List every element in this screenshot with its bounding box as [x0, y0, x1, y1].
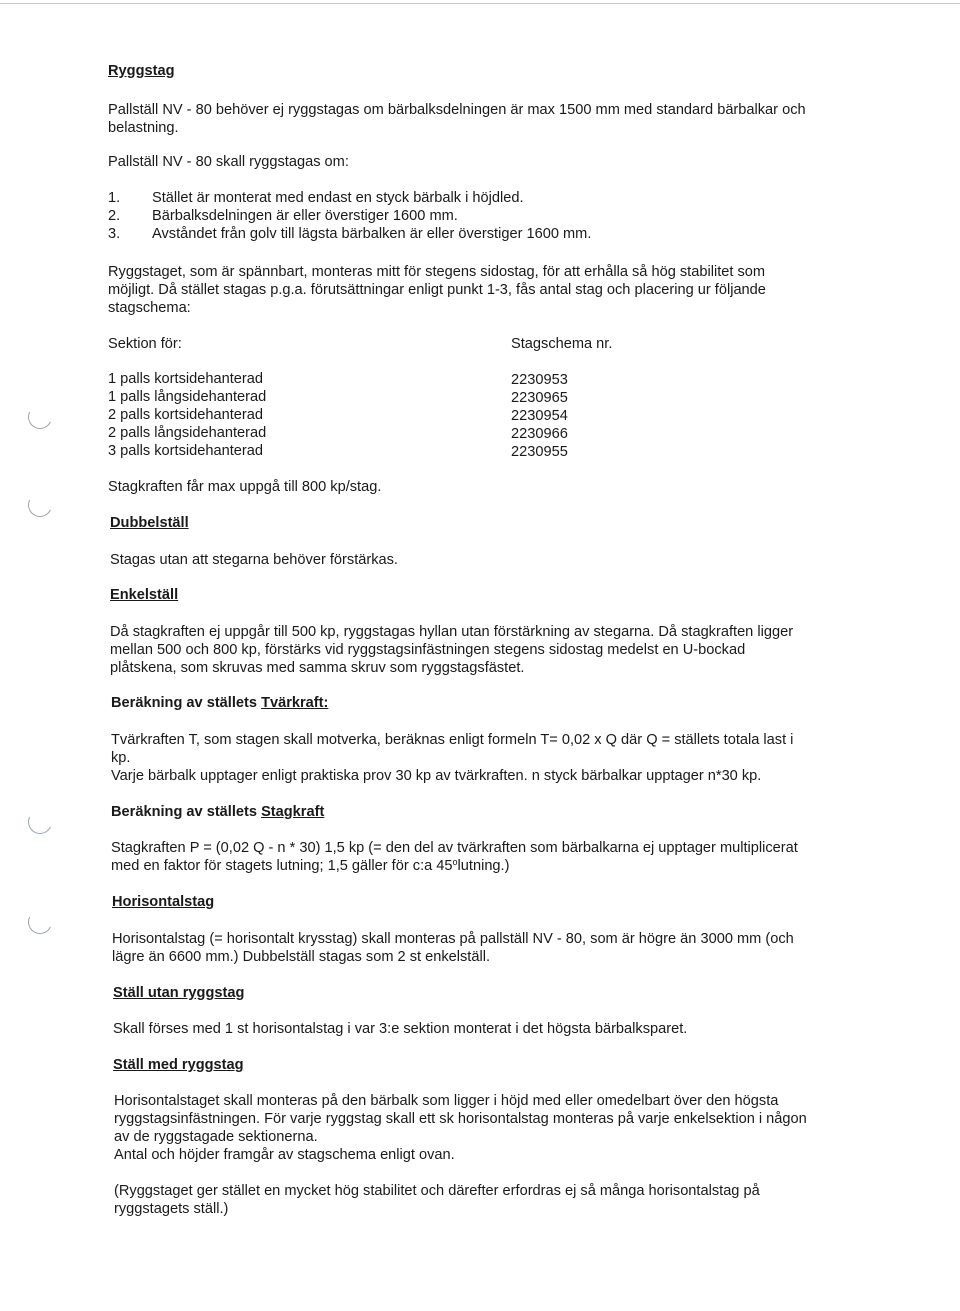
heading-prefix: Beräkning av ställets — [111, 695, 262, 711]
list-text: Avståndet från golv till lägsta bärbalken är eller överstiger 1600 mm. — [152, 226, 592, 242]
paragraph-line: av de ryggstagade sektionerna. — [114, 1129, 318, 1145]
paragraph-line: Tvärkraften T, som stagen skall motverka, beräknas enligt formeln T= 0,02 x Q där Q = ställets totala last i — [111, 732, 794, 748]
paragraph-line: mellan 500 och 800 kp, förstärks vid ryggstagsinfästningen stegens sidostag medelst en U-bockad — [110, 642, 746, 658]
text-run: lutning.) — [457, 858, 510, 874]
list-text: Bärbalksdelningen är eller överstiger 1600 mm. — [152, 208, 458, 224]
paragraph-line: Varje bärbalk upptager enligt praktiska prov 30 kp av tvärkraften. n styck bärbalkar upptager n*30 kp. — [111, 768, 762, 784]
list-number: 2. — [108, 208, 121, 224]
table-cell-schema: 2230954 — [511, 408, 568, 424]
table-cell-schema: 2230953 — [511, 372, 568, 388]
paragraph-line: plåtskena, som skruvas med samma skruv som ryggstagsfästet. — [110, 660, 525, 676]
heading-underlined: Tvärkraft: — [261, 695, 329, 711]
paragraph-line: Horisontalstaget skall monteras på den bärbalk som ligger i höjd med eller omedelbart över den högsta — [114, 1093, 779, 1109]
paragraph-line: Stagkraften får max uppgå till 800 kp/stag. — [108, 479, 382, 495]
paragraph-line: Pallställ NV - 80 skall ryggstagas om: — [108, 154, 349, 170]
list-item — [108, 225, 591, 243]
list-number: 1. — [108, 190, 121, 206]
list-item — [108, 189, 524, 207]
scan-top-edge — [0, 3, 960, 4]
paragraph-line: Pallställ NV - 80 behöver ej ryggstagas om bärbalksdelningen är max 1500 mm med standard bärbalkar och — [108, 102, 806, 118]
table-cell-section: 1 palls kortsidehanterad — [108, 371, 263, 387]
paragraph-line: Stagas utan att stegarna behöver förstärkas. — [110, 552, 398, 568]
paragraph-line: stagschema: — [108, 300, 191, 316]
paragraph-line: Stagkraften P = (0,02 Q - n * 30) 1,5 kp (= den del av tvärkraften som bärbalkarna ej upptager multiplicerat — [111, 840, 798, 856]
heading-tvarkraft — [111, 694, 328, 712]
heading-stagkraft — [111, 803, 324, 821]
punch-hole-mark — [25, 402, 56, 433]
paragraph-line: kp. — [111, 750, 131, 766]
paragraph-line: Horisontalstag (= horisontalt krysstag) skall monteras på pallställ NV - 80, som är högre än 3000 mm (och — [112, 931, 794, 947]
table-cell-section: 2 palls kortsidehanterad — [108, 407, 263, 423]
paragraph-line: Då stagkraften ej uppgår till 500 kp, ryggstagas hyllan utan förstärkning av stegarna. Då stagkraften ligger — [110, 624, 794, 640]
paragraph-line: ryggstagets ställ.) — [114, 1201, 229, 1217]
heading-enkelstall: Enkelställ — [110, 587, 179, 603]
punch-hole-mark — [25, 490, 56, 521]
list-item — [108, 207, 458, 225]
paragraph-line: Skall förses med 1 st horisontalstag i var 3:e sektion monterat i det högsta bärbalksparet. — [113, 1021, 688, 1037]
table-cell-schema: 2230966 — [511, 426, 568, 442]
paragraph-line: (Ryggstaget ger stället en mycket hög stabilitet och därefter erfordras ej så många horisontalstag på — [114, 1183, 760, 1199]
paragraph-line: ryggstagsinfästningen. För varje ryggstag skall ett sk horisontalstag monteras på varje enkelsektion i någon — [114, 1111, 807, 1127]
paragraph-line: belastning. — [108, 120, 179, 136]
heading-horisontalstag: Horisontalstag — [112, 894, 215, 910]
heading-ryggstag: Ryggstag — [108, 63, 175, 79]
paragraph-line: lägre än 6600 mm.) Dubbelställ stagas som 2 st enkelställ. — [112, 949, 490, 965]
table-cell-section: 3 palls kortsidehanterad — [108, 443, 263, 459]
degree-superscript: o — [452, 857, 458, 867]
heading-prefix: Beräkning av ställets — [111, 804, 262, 820]
paragraph-line: Antal och höjder framgår av stagschema enligt ovan. — [114, 1147, 455, 1163]
paragraph-line: Ryggstaget, som är spännbart, monteras mitt för stegens sidostag, för att erhålla så hög stabilitet som — [108, 264, 766, 280]
heading-stall-med-ryggstag: Ställ med ryggstag — [113, 1057, 244, 1073]
list-text: Stället är monterat med endast en styck bärbalk i höjdled. — [152, 190, 524, 206]
heading-underlined: Stagkraft — [261, 804, 325, 820]
text-run: med en faktor för stagets lutning; 1,5 gäller för c:a 45 — [111, 858, 453, 874]
heading-stall-utan-ryggstag: Ställ utan ryggstag — [113, 985, 245, 1001]
table-cell-section: 2 palls långsidehanterad — [108, 425, 267, 441]
table-header-section: Sektion för: — [108, 336, 182, 352]
list-number: 3. — [108, 226, 121, 242]
paragraph-line — [111, 857, 509, 875]
paragraph-line: möjligt. Då stället stagas p.g.a. förutsättningar enligt punkt 1-3, fås antal stag och placering ur följande — [108, 282, 766, 298]
table-cell-schema: 2230955 — [511, 444, 568, 460]
heading-dubbelstall: Dubbelställ — [110, 515, 189, 531]
table-cell-section: 1 palls långsidehanterad — [108, 389, 267, 405]
punch-hole-mark — [25, 907, 56, 938]
table-cell-schema: 2230965 — [511, 390, 568, 406]
punch-hole-mark — [25, 807, 56, 838]
table-header-schema: Stagschema nr. — [511, 336, 613, 352]
